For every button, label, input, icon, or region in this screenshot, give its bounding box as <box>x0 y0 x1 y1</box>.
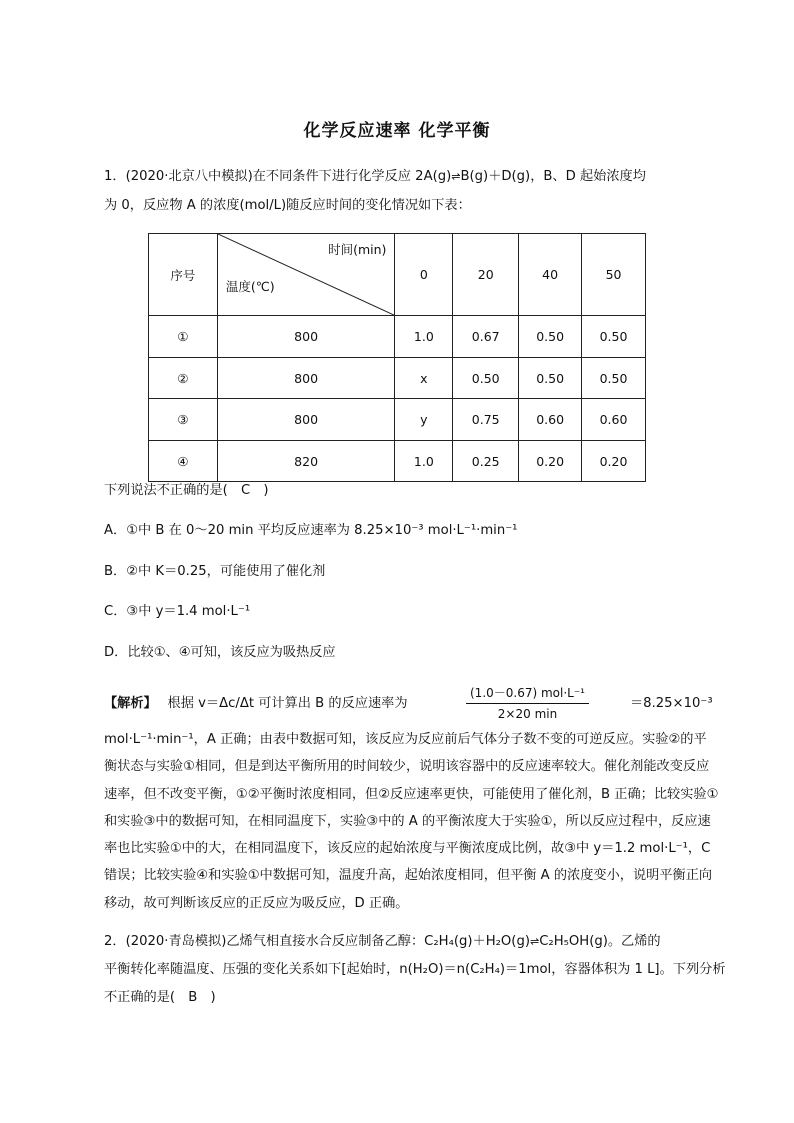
fraction-numerator: (1.0－0.67) mol·L⁻¹ <box>466 684 589 704</box>
table-row <box>149 399 646 441</box>
q1-option-b: B．②中 K＝0.25，可能使用了催化剂 <box>104 564 326 579</box>
row-value: 0.20 <box>519 441 582 482</box>
row-value: 0.60 <box>582 399 646 441</box>
analysis-line: 移动，故可判断该反应的正反应为吸反应，D 正确。 <box>104 895 409 911</box>
q1-stem-line1: 1．(2020·北京八中模拟)在不同条件下进行化学反应 2A(g)⇌B(g)＋D(g)，B、D 起始浓度均 <box>104 162 718 191</box>
row-value: 1.0 <box>395 441 453 482</box>
row-temp: 800 <box>217 399 395 441</box>
row-value: 0.50 <box>453 358 519 399</box>
analysis-lead-text: 根据 v＝Δc/Δt 可计算出 B 的反应速率为 <box>167 696 408 711</box>
row-serial: ④ <box>149 441 218 482</box>
row-value: 0.75 <box>453 399 519 441</box>
row-value: y <box>395 399 453 441</box>
analysis-line: 速率，但不改变平衡，①②平衡时浓度相同，但②反应速率更快，可能使用了催化剂，B 正确；比较实验① <box>104 786 719 802</box>
page-title: 化学反应速率 化学平衡 <box>303 121 491 141</box>
q1-option-a: A．①中 B 在 0～20 min 平均反应速率为 8.25×10⁻³ mol·L⁻¹·min⁻¹ <box>104 523 518 538</box>
header-temp: 温度(℃) <box>225 279 275 294</box>
analysis-line: 衡状态与实验①相同，但是到达平衡所用的时间较少，说明该容器中的反应速率较大。催化剂能改变反应 <box>104 759 710 775</box>
row-temp: 800 <box>217 316 395 358</box>
header-time-point: 0 <box>395 234 453 316</box>
row-serial: ③ <box>149 399 218 441</box>
row-temp: 800 <box>217 358 395 399</box>
row-value: 0.50 <box>519 358 582 399</box>
row-value: 0.50 <box>582 358 646 399</box>
q1-stem <box>104 162 718 220</box>
fraction-denominator: 2×20 min <box>497 707 558 721</box>
row-value: 0.50 <box>582 316 646 358</box>
analysis-body <box>104 726 718 917</box>
reversible-arrow-icon: ⇌ <box>529 935 540 948</box>
row-value: 0.60 <box>519 399 582 441</box>
table-header-row <box>149 234 646 316</box>
row-value: 0.50 <box>519 316 582 358</box>
q1-option-c: C．③中 y＝1.4 mol·L⁻¹ <box>104 604 251 619</box>
q1-stem-line2: 为 0，反应物 A 的浓度(mol/L)随反应时间的变化情况如下表： <box>104 198 471 213</box>
analysis-lead <box>104 694 408 714</box>
row-serial: ② <box>149 358 218 399</box>
analysis-line: mol·L⁻¹·min⁻¹，A 正确；由表中数据可知，该反应为反应前后气体分子数不变的可逆反应。实验②的平 <box>104 732 707 747</box>
q2-stem-line2: 平衡转化率随温度、压强的变化关系如下[起始时，n(H₂O)＝n(C₂H₄)＝1mol，容器体积为 1 L]。下列分析 <box>104 962 726 977</box>
header-time: 时间(min) <box>328 242 387 257</box>
reversible-arrow-icon: ⇌ <box>451 170 461 183</box>
table-row <box>149 358 646 399</box>
header-time-point: 20 <box>453 234 519 316</box>
concentration-table <box>148 233 646 482</box>
row-serial: ① <box>149 316 218 358</box>
row-value: 0.20 <box>582 441 646 482</box>
q2-stem-line1: 2．(2020·青岛模拟)乙烯气相直接水合反应制备乙醇：C₂H₄(g)＋H₂O(g)⇌C₂H₅OH(g)。乙烯的 <box>104 928 718 956</box>
table-row <box>149 441 646 482</box>
q1-option-d: D．比较①、④可知，该反应为吸热反应 <box>104 645 336 660</box>
rate-fraction <box>466 684 589 721</box>
q2-stem-line3: 不正确的是( B ) <box>104 990 216 1005</box>
row-value: x <box>395 358 453 399</box>
row-value: 0.25 <box>453 441 519 482</box>
analysis-label: 【解析】 <box>104 696 151 711</box>
q1-question: 下列说法不正确的是( C ) <box>104 483 269 498</box>
header-time-point: 40 <box>519 234 582 316</box>
analysis-line: 和实验③中的数据可知，在相同温度下，实验③中的 A 的平衡浓度大于实验①，所以反应过程中，反应速 <box>104 813 711 829</box>
header-time-point: 50 <box>582 234 646 316</box>
analysis-line: 错误；比较实验④和实验①中数据可知，温度升高，起始浓度相同，但平衡 A 的浓度变小，说明平衡正向 <box>104 868 713 884</box>
header-diagonal-cell <box>217 234 395 316</box>
header-serial: 序号 <box>149 234 218 316</box>
rate-result: ＝8.25×10⁻³ <box>630 696 713 711</box>
row-temp: 820 <box>217 441 395 482</box>
row-value: 1.0 <box>395 316 453 358</box>
q2-stem <box>104 928 726 1012</box>
analysis-line: 率也比实验①中的大，在相同温度下，该反应的起始浓度与平衡浓度成比例，故③中 y＝1.2 mol·L⁻¹，C <box>104 841 711 857</box>
row-value: 0.67 <box>453 316 519 358</box>
table-row <box>149 316 646 358</box>
